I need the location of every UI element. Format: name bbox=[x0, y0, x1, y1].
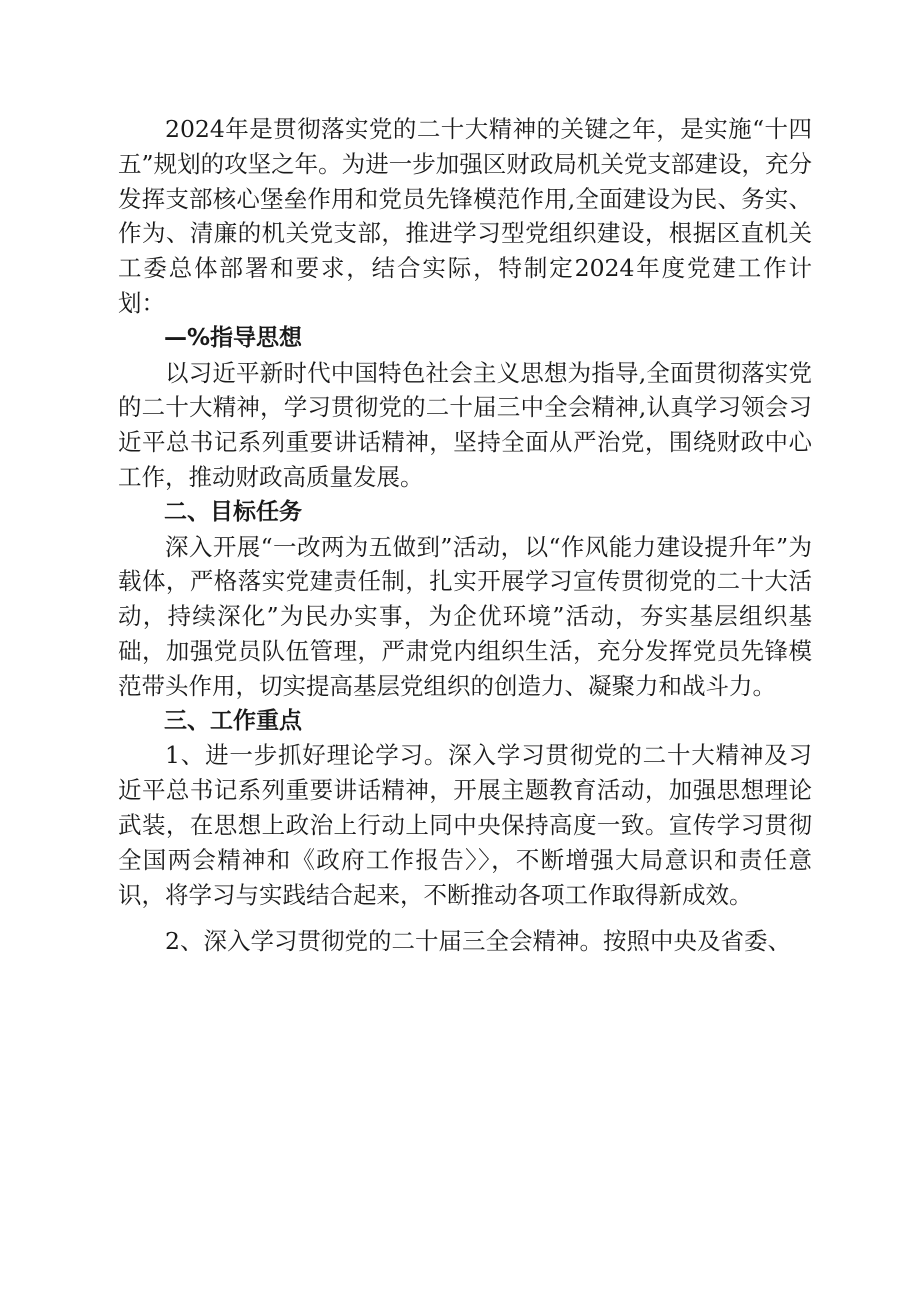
goals-tasks-paragraph: 深入开展“一改两为五做到”活动，以“作风能力建设提升年”为载体，严格落实党建责任制，扎实开展学习宣传贯彻党的二十大活动，持续深化”为民办实事，为企优环境”活动，夯实基层组织基础，加强党员队伍管理，严肃党内组织生活，充分发挥党员先锋模范带头作用，切实提高基层党组织的创造力、凝聚力和战斗力。 bbox=[118, 532, 812, 700]
document-body bbox=[118, 112, 812, 959]
intro-paragraph: 2024年是贯彻落实党的二十大精神的关键之年，是实施“十四五”规划的攻坚之年。为进一步加强区财政局机关党支部建设，充分发挥支部核心堡垒作用和党员先锋模范作用,全面建设为民、务实、作为、清廉的机关党支部，推进学习型党组织建设，根据区直机关工委总体部署和要求，结合实际，特制定2024年度党建工作计划： bbox=[118, 115, 812, 317]
work-focus-item-1: 1、进一步抓好理论学习。深入学习贯彻党的二十大精神及习近平总书记系列重要讲话精神，开展主题教育活动，加强思想理论武装，在思想上政治上行动上同中央保持高度一致。宣传学习贯彻全国两会精神和《政府工作报告〉〉，不断增强大局意识和责任意识，将学习与实践结合起来，不断推动各项工作取得新成效。 bbox=[118, 741, 812, 909]
section-heading-guiding-ideology: —%指导思想 bbox=[164, 324, 303, 351]
work-focus-item-2: 2、深入学习贯彻党的二十届三全会精神。按照中央及省委、 bbox=[165, 927, 791, 956]
guiding-ideology-paragraph: 以习近平新时代中国特色社会主义思想为指导,全面贯彻落实党的二十大精神，学习贯彻党的二十届三中全会精神,认真学习领会习近平总书记系列重要讲话精神，坚持全面从严治党，围绕财政中心工作，推动财政高质量发展。 bbox=[118, 358, 812, 491]
section-heading-goals-tasks: 二、目标任务 bbox=[164, 498, 302, 525]
section-heading-work-focus: 三、工作重点 bbox=[164, 707, 302, 734]
